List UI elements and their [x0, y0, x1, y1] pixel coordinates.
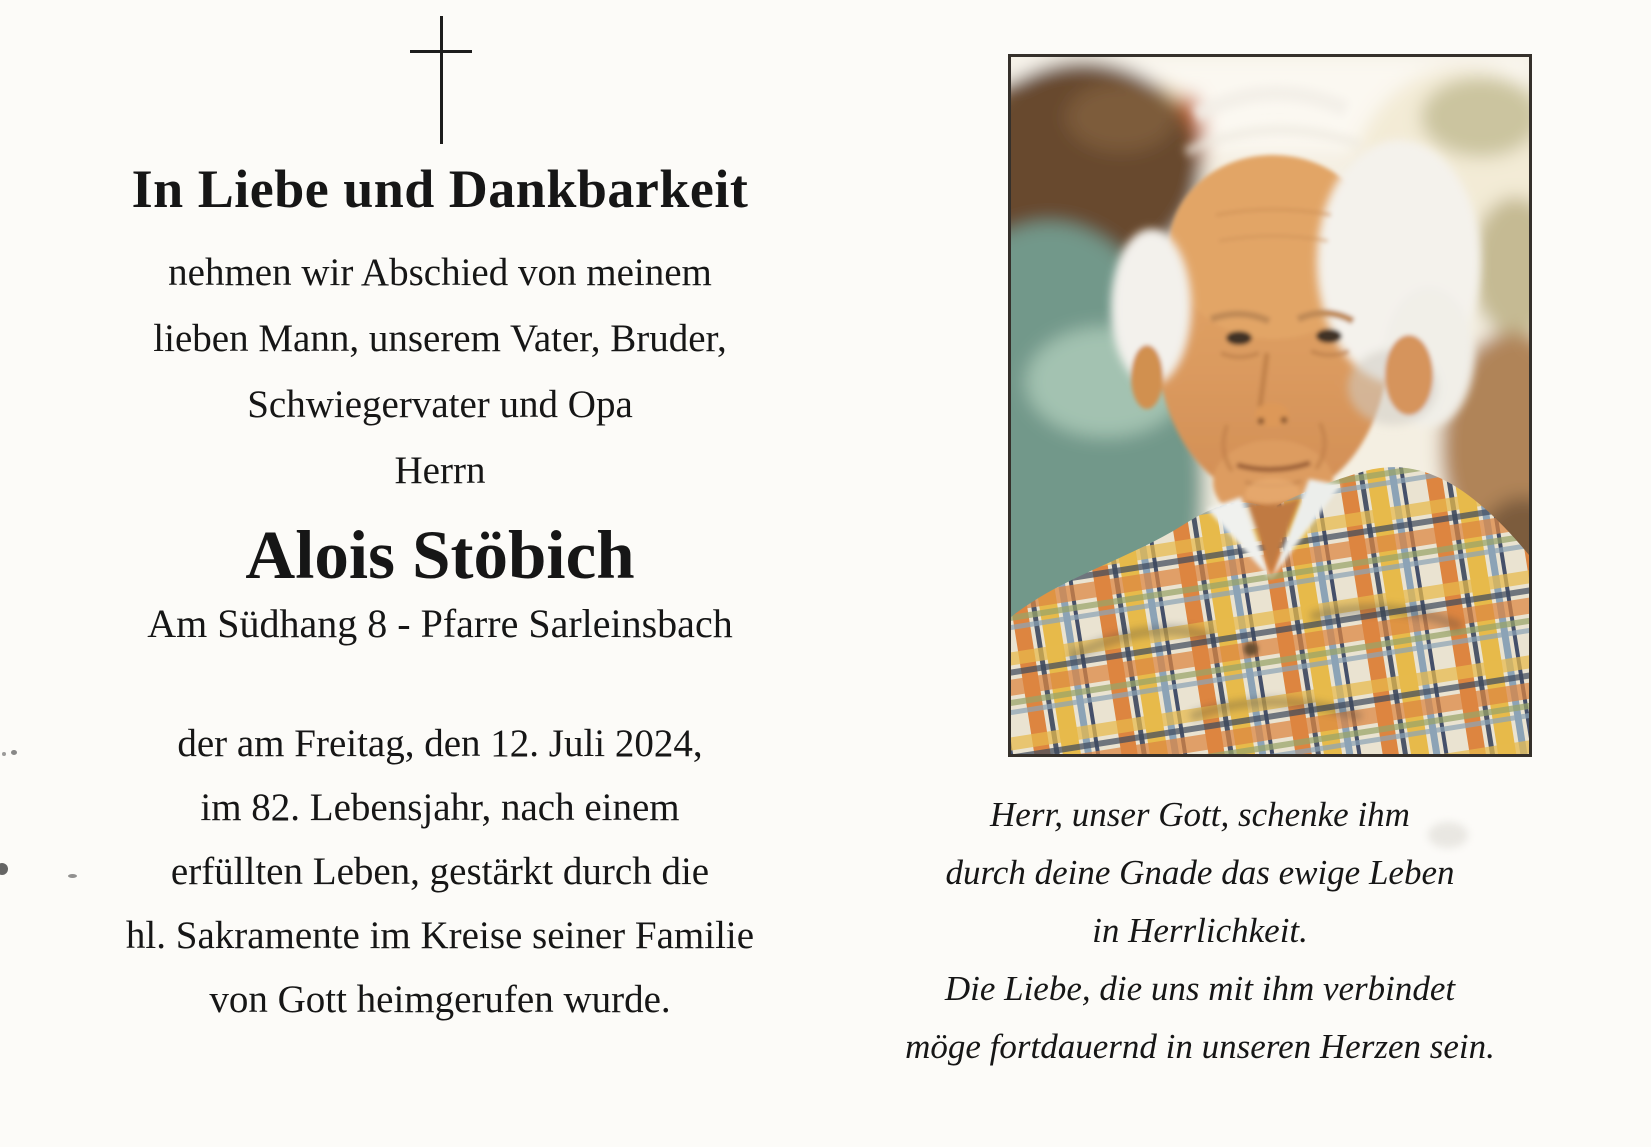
prayer-line: durch deine Gnade das ewige Leben [945, 853, 1455, 892]
intro-line: lieben Mann, unserem Vater, Bruder, [153, 317, 727, 360]
intro-text [100, 240, 780, 504]
prayer-line: Herr, unser Gott, schenke ihm [990, 795, 1410, 834]
obituary-text [100, 712, 780, 1032]
prayer-line: Die Liebe, die uns mit ihm verbindet [944, 969, 1456, 1008]
deceased-address: Am Südhang 8 - Pfarre Sarleinsbach [147, 601, 733, 646]
obituary-line: von Gott heimgerufen wurde. [209, 978, 671, 1021]
obituary-line: erfüllten Leben, gestärkt durch die [170, 850, 710, 893]
scan-smudge [1428, 822, 1468, 848]
obituary-line: der am Freitag, den 12. Juli 2024, [177, 722, 703, 765]
scan-artifact [2, 752, 6, 756]
portrait-photo [1008, 54, 1532, 757]
prayer-line: in Herrlichkeit. [1092, 911, 1308, 950]
prayer-line: möge fortdauernd in unseren Herzen sein. [905, 1027, 1495, 1066]
obituary-line: hl. Sakramente im Kreise seiner Familie [125, 914, 755, 957]
scan-artifact [68, 874, 77, 878]
intro-line: nehmen wir Abschied von meinem [168, 251, 712, 294]
obituary-line: im 82. Lebensjahr, nach einem [200, 786, 680, 829]
deceased-name: Alois Stöbich [245, 517, 635, 593]
intro-line: Schwiegervater und Opa [247, 383, 633, 426]
scan-artifact [0, 863, 8, 875]
prayer-text [896, 786, 1504, 1076]
card-heading: In Liebe und Dankbarkeit [131, 159, 749, 219]
salutation-line: Herrn [394, 449, 486, 492]
scan-artifact [11, 750, 17, 755]
christian-cross-icon [408, 14, 474, 146]
